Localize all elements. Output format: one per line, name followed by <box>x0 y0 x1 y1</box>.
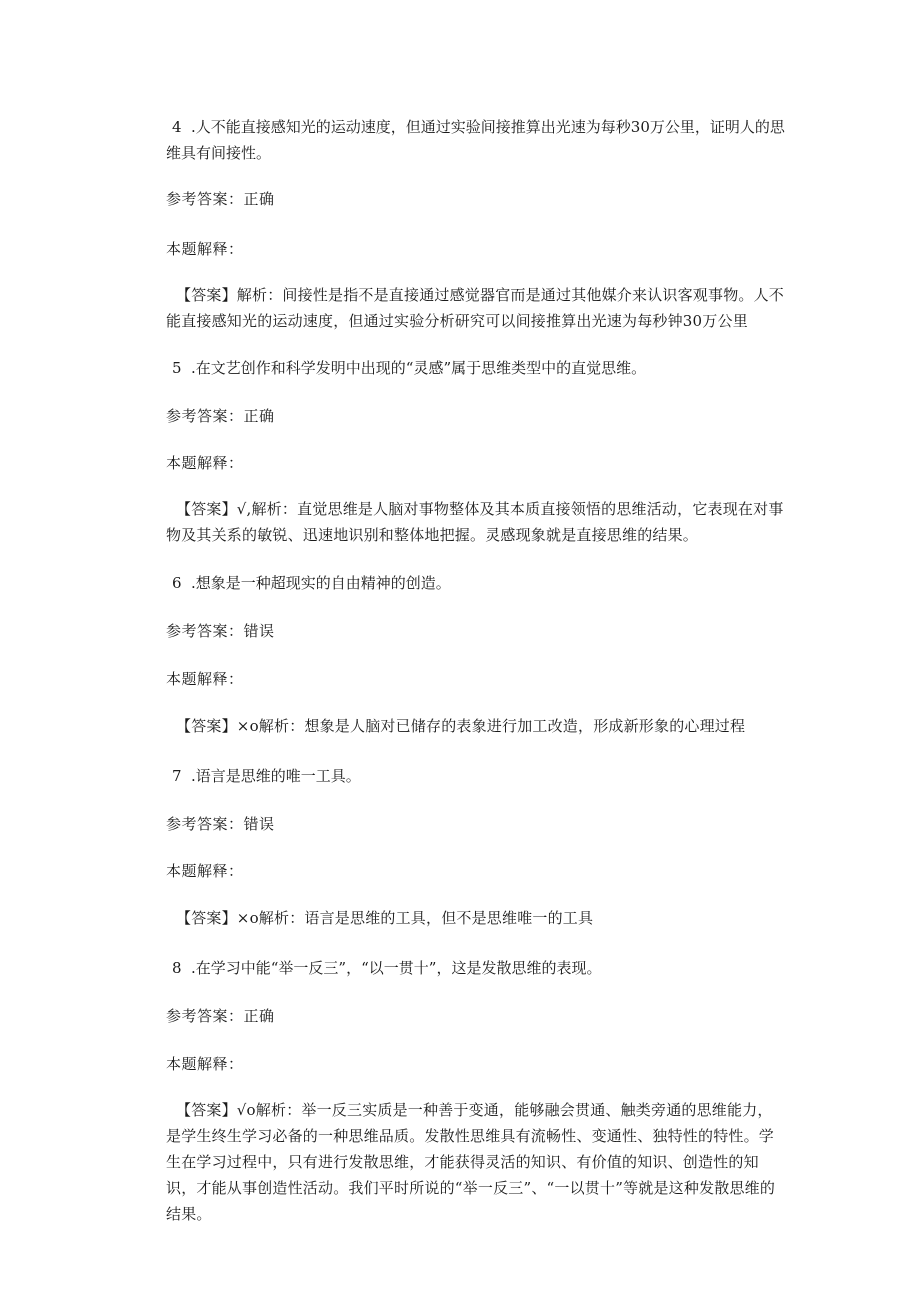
question-8 <box>166 955 786 981</box>
explain-label-6: 本题解释： <box>166 670 244 688</box>
question-number: 5 <box>172 359 182 377</box>
answer-5: 参考答案：正确 <box>166 407 275 425</box>
question-number: 6 <box>172 574 182 592</box>
question-4 <box>166 114 786 166</box>
explain-label-8: 本题解释： <box>166 1055 244 1073</box>
explanation-4: 【答案】解析：间接性是指不是直接通过感觉器官而是通过其他媒介来认识客观事物。人不能直接感知光的运动速度，但通过实验分析研究可以间接推算出光速为每秒钟30万公里 <box>166 286 785 330</box>
explain-label-7: 本题解释： <box>166 862 244 880</box>
question-text: .想象是一种超现实的自由精神的创造。 <box>191 574 451 592</box>
question-text: .在学习中能“举一反三”，“以一贯十”，这是发散思维的表现。 <box>191 959 602 977</box>
question-text: .人不能直接感知光的运动速度，但通过实验间接推算出光速为每秒30万公里，证明人的思维具有间接性。 <box>166 118 785 162</box>
answer-7: 参考答案：错误 <box>166 815 275 833</box>
explanation-5: 【答案】√,解析：直觉思维是人脑对事物整体及其本质直接领悟的思维活动，它表现在对事物及其关系的敏锐、迅速地识别和整体地把握。灵感现象就是直接思维的结果。 <box>166 500 784 544</box>
answer-6: 参考答案：错误 <box>166 622 275 640</box>
question-text: .语言是思维的唯一工具。 <box>191 767 361 785</box>
question-6 <box>166 570 786 596</box>
question-number: 4 <box>172 118 182 136</box>
answer-4: 参考答案：正确 <box>166 190 275 208</box>
answer-8: 参考答案：正确 <box>166 1007 275 1025</box>
explain-label-4: 本题解释： <box>166 240 244 258</box>
question-5 <box>166 355 786 381</box>
explanation-6: 【答案】×o解析：想象是人脑对已储存的表象进行加工改造，形成新形象的心理过程 <box>176 717 746 735</box>
explain-label-5: 本题解释： <box>166 454 244 472</box>
question-number: 7 <box>172 767 182 785</box>
explanation-7: 【答案】×o解析：语言是思维的工具，但不是思维唯一的工具 <box>176 909 594 927</box>
question-text: .在文艺创作和科学发明中出现的“灵感”属于思维类型中的直觉思维。 <box>191 359 647 377</box>
question-number: 8 <box>172 959 182 977</box>
question-7 <box>166 763 786 789</box>
explanation-8: 【答案】√o解析：举一反三实质是一种善于变通，能够融会贯通、触类旁通的思维能力，是学生终生学习必备的一种思维品质。发散性思维具有流畅性、变通性、独特性的特性。学生在学习过程中，只有进行发散思维，才能获得灵活的知识、有价值的知识、创造性的知识，才能从事创造性活动。我们平时所说的“举一反三”、“一以贯十”等就是这种发散思维的结果。 <box>166 1101 776 1223</box>
